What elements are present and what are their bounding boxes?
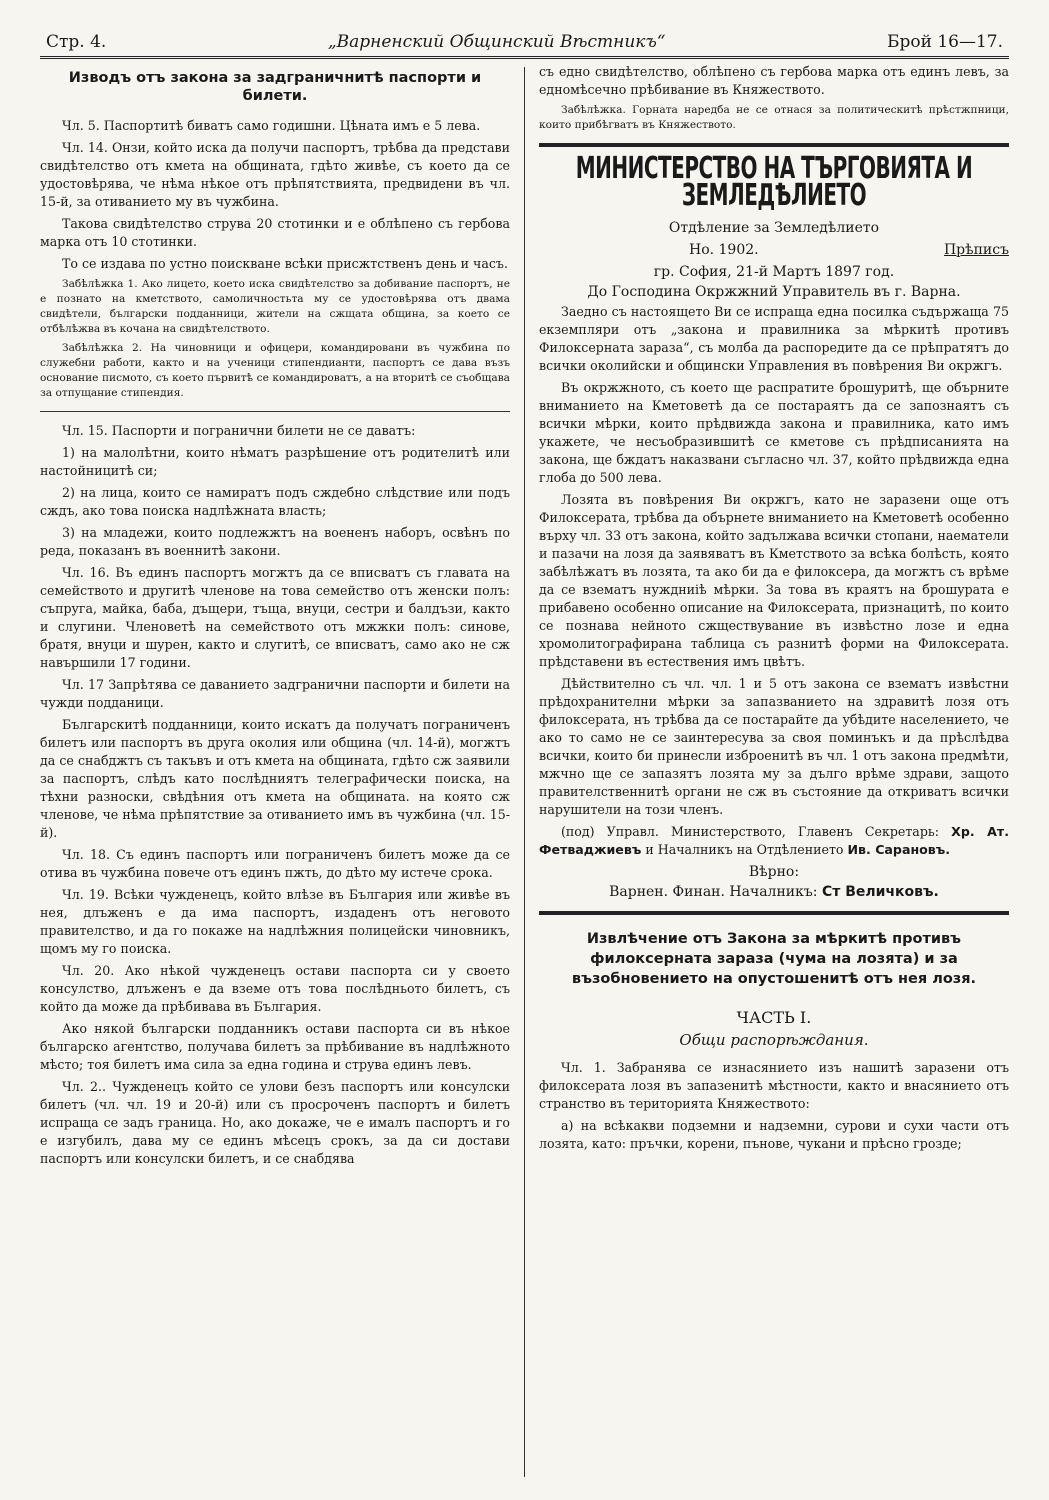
signed-prefix: (под) Управл. Министерството, Главенъ Секретарь: — [560, 824, 939, 839]
paragraph: Чл. 5. Паспортитѣ биватъ само годишни. Цѣната имъ е 5 лева. — [62, 118, 481, 133]
paragraph: Чл. 15. Паспорти и погранични билети не се даватъ: — [62, 423, 416, 438]
paragraph: Чл. 20. Ако нѣкой чужденецъ остави паспорта си у своето консулство, длъженъ е да вземе отъ това послѣдньото билетъ, съ който да може да прѣбивава въ България. — [40, 963, 510, 1014]
paragraph: Дѣйствително съ чл. чл. 1 и 5 отъ закона се взематъ извѣстни прѣдохранителни мѣрки за запазванието на здравитѣ лозя отъ филоксерата, нъ трѣбва да се постарайте да убѣдите населението, че ако то само не се заинтересува за своя поминъкъ и да прѣслѣдва всички, които би принесли изброенитѣ въ чл. 1 отъ закона предмѣти, мжчно ще се запазятъ лозята му за дълго врѣме здрави, защото правителственнитѣ органи не сж въ състояние да откриватъ всички нарушители на този членъ. — [538, 676, 1009, 817]
paragraph: Чл. 17 Запрѣтява се даванието задгранични паспорти и билети на чужди подданици. — [40, 677, 510, 710]
paragraph: Чл. 1. Забранява се изнасянието изъ нашитѣ заразени отъ филоксерата лозя въ запазенитѣ мѣстности, както и внасянието отъ странство въ територията Княжеството: — [538, 1060, 1009, 1111]
paragraph: Въ окржжното, съ което ще распратите брошуритѣ, ще обърните вниманието на Кметоветѣ да се постараятъ да се запознаятъ съ всички мѣрки, които прѣдвижда закона и правилника, като имъ укажете, че несъобразившитѣ се кметове съ прѣдписанията на закона, ще бждатъ наказвани съгласно чл. 37, който прѣдвижда една глоба до 500 лева. — [538, 380, 1009, 485]
paragraph: Лозята въ повѣрения Ви окржгъ, като не заразени още отъ Филоксерата, трѣбва да обърнете вниманието на Кметоветѣ особенно върху чл. 33 отъ закона, който задължава всички стопани, наематели и пазачи на лозя да заявяватъ въ Кметството за всѣка болѣсть, която забѣлѣжатъ въ лозята, та ако би да е филоксера, да могжтъ съ врѣме да се взематъ нуждниіѣ мѣрки. За това въ краятъ на брошурата е прибавено особенно описание на Филоксерата, признацитѣ, по които се познава нейното сжществувание въ извѣстно лозе и една хромолитографирана таблица съ разнитѣ форми на Филоксерата. прѣдставени въ естествения имъ цвѣтъ. — [538, 492, 1009, 669]
paragraph: Чл. 14. Онзи, който иска да получи паспортъ, трѣбва да представи свидѣтелство отъ кмета на общината, гдѣто живѣе, съ което да се удостовѣрява, че нѣма нѣкое отъ прѣпятствията, предвидени въ чл. 15-й, за отиванието му въ чужбина. — [40, 140, 510, 209]
columns — [40, 63, 1009, 1477]
paragraph: Чл. 16. Въ единъ паспортъ могжтъ да се вписватъ съ главата на семейството и другитѣ членове на това семейство отъ женски полъ: съпруга, майка, баба, дъщери, тъща, внуци, сестри и балдъзи, както и слугини. Членоветѣ на семейството отъ мжжки полъ: синове, братя, внуци и шурен, както и слугитѣ, се вписватъ, само ако не сж навършили 17 години. — [40, 565, 510, 670]
paragraph: Чл. 18. Съ единъ паспортъ или пограниченъ билетъ може да се отива въ чужбина повече отъ единъ пжть, до дѣто му истече срока. — [40, 847, 510, 880]
paragraph: 2) на лица, които се намиратъ подъ сждебно слѣдствие или подъ сждъ, ако това поиска надлѣжната власть; — [40, 485, 510, 518]
paragraph: Българскитѣ подданници, които искатъ да получатъ пограниченъ билетъ или паспортъ въ друга околия или община (чл. 14-й), могжтъ да се снабджтъ съ такъвъ и отъ кмета на общината, гдѣто сж заявили за паспортъ, слѣдъ като послѣдниятъ телеграфически поиска, на тѣхни разноски, свѣдѣния отъ кмета на общината. на която сж членове, че нѣма прѣпятствие за отиванието имъ въ чужбина (чл. 15-й). — [40, 717, 510, 840]
finance-signature — [539, 883, 1009, 901]
part-title: ЧАСТЬ I. — [736, 1008, 812, 1027]
note: Забѣлѣжка. Горната наредба не се отнася за политическитѣ прѣстжпници, които прибѣгватъ въ Княжеството. — [538, 104, 1009, 131]
paragraph: 1) на малолѣтни, които нѣматъ разрѣшение отъ родителитѣ или настойницитѣ си; — [40, 445, 510, 478]
department: Отдѣление за Земледѣлието — [668, 220, 880, 236]
paragraph: Заедно съ настоящето Ви се испраща една посилка съдържаща 75 екземпляри отъ „закона и правилника за мѣркитѣ противъ Филоксерната зараза“, съ молба да распоредите да се прѣпратятъ до всички околийски и общински Управления въ повѣрения Ви окржгъ. — [538, 304, 1009, 373]
verified-label: Вѣрно: — [748, 864, 800, 880]
copy-tag: Прѣписъ — [943, 242, 1009, 258]
signer-name: Хр. Ат. Фетваджиевъ — [538, 824, 1009, 857]
section-rule — [539, 911, 1009, 915]
signature-block — [539, 823, 1009, 859]
paragraph: 3) на младежи, които подлежжтъ на воененъ наборъ, освѣнъ по реда, показанъ въ военнитѣ закони. — [40, 525, 510, 558]
addressee: До Господина Окржжний Управитель въ г. Варна. — [587, 284, 961, 300]
document-number-row — [539, 241, 1009, 259]
paragraph: а) на всѣкакви подземни и надземни, сурови и сухи части отъ лозята, като: пръчки, корени, пънове, чукани и прѣсно грозде; — [538, 1118, 1009, 1151]
paragraph: съ едно свидѣтелство, облѣпено съ гербова марка отъ единъ левъ, за едномѣсечно прѣбивание въ Княжеството. — [538, 64, 1009, 97]
paragraph: Такова свидѣтелство струва 20 стотинки и е облѣпено съ гербова марка отъ 10 стотинки. — [40, 216, 510, 249]
section-rule — [539, 143, 1009, 147]
right-column — [525, 63, 1009, 1477]
page-header — [40, 32, 1009, 59]
issue-number: Брой 16—17. — [886, 32, 1003, 52]
paragraph: Чл. 2.. Чужденецъ който се улови безъ паспортъ или консулски билетъ (чл. чл. 19 и 20-й) или съ просроченъ паспортъ и билетъ испраща се задъ граница. Но, ако докаже, че е ималъ паспортъ и го е изгубилъ, дава му се единъ мѣсецъ срокъ, за да си достави паспортъ или консулски билетъ, и се снабдява — [40, 1079, 510, 1166]
page-number: Стр. 4. — [46, 32, 107, 52]
note: Забѣлѣжка 1. Ако лицето, което иска свидѣтелство за добивание паспортъ, не е познато на кметството, самоличностьта му се удостовѣрява отъ двама свидѣтели, български подданници, жители на сжщата община, за което се отбѣлѣжва въ кочана на свидѣтелството. — [40, 278, 510, 335]
finance-prefix: Варнен. Финан. Началникъ: — [609, 884, 818, 900]
paragraph: Ако някой български подданникъ остави паспорта си въ нѣкое българско агентство, получава билетъ за прѣбивание въ надлѣжното мѣсто; тоя билетъ има сила за една година и струва единъ левъ. — [40, 1021, 510, 1072]
finance-name: Ст Величковъ. — [821, 884, 939, 900]
paragraph: Чл. 19. Всѣки чужденецъ, който влѣзе въ България или живѣе въ нея, длъженъ е да има паспортъ, издаденъ отъ неговото правителство, и да го покаже на надлѣжния полицейски чиновникъ, щомъ му го поиска. — [40, 887, 510, 956]
left-column — [40, 63, 524, 1477]
document-number: Но. 1902. — [688, 242, 759, 258]
divider-line — [40, 411, 510, 412]
signer-name: Ив. Сарановъ. — [847, 842, 951, 857]
place-date: гр. София, 21-й Мартъ 1897 год. — [653, 264, 895, 280]
newspaper-title: „Варненский Общинский Вѣстникъ“ — [327, 32, 666, 52]
signed-mid: и Началникъ на Отдѣлението — [645, 842, 844, 857]
section-title-passports: Изводъ отъ закона за задграничнитѣ паспорти и билети. — [68, 70, 482, 104]
ministry-heading: МИНИСТЕРСТВО НА ТЪРГОВИЯТА И ЗЕМЛЕДѢЛИЕТО — [575, 149, 973, 213]
note: Забѣлѣжка 2. На чиновници и офицери, командировани въ чужбина по служебни работи, както и на ученици стипендианти, паспортъ се дава възъ основание писмото, съ което първитѣ се командироватъ, а на вторитѣ се съобщава за отпущание стипендия. — [40, 342, 510, 399]
section-title-phylloxera: Извлѣчение отъ Закона за мѣркитѣ противъ филоксерната зараза (чума на лозята) и за възобновението на опустошенитѣ отъ нея лозя. — [571, 931, 977, 987]
part-subtitle: Общи распорѣждания. — [679, 1031, 869, 1049]
paragraph: То се издава по устно поискване всѣки присжтственъ день и часъ. — [62, 256, 508, 271]
